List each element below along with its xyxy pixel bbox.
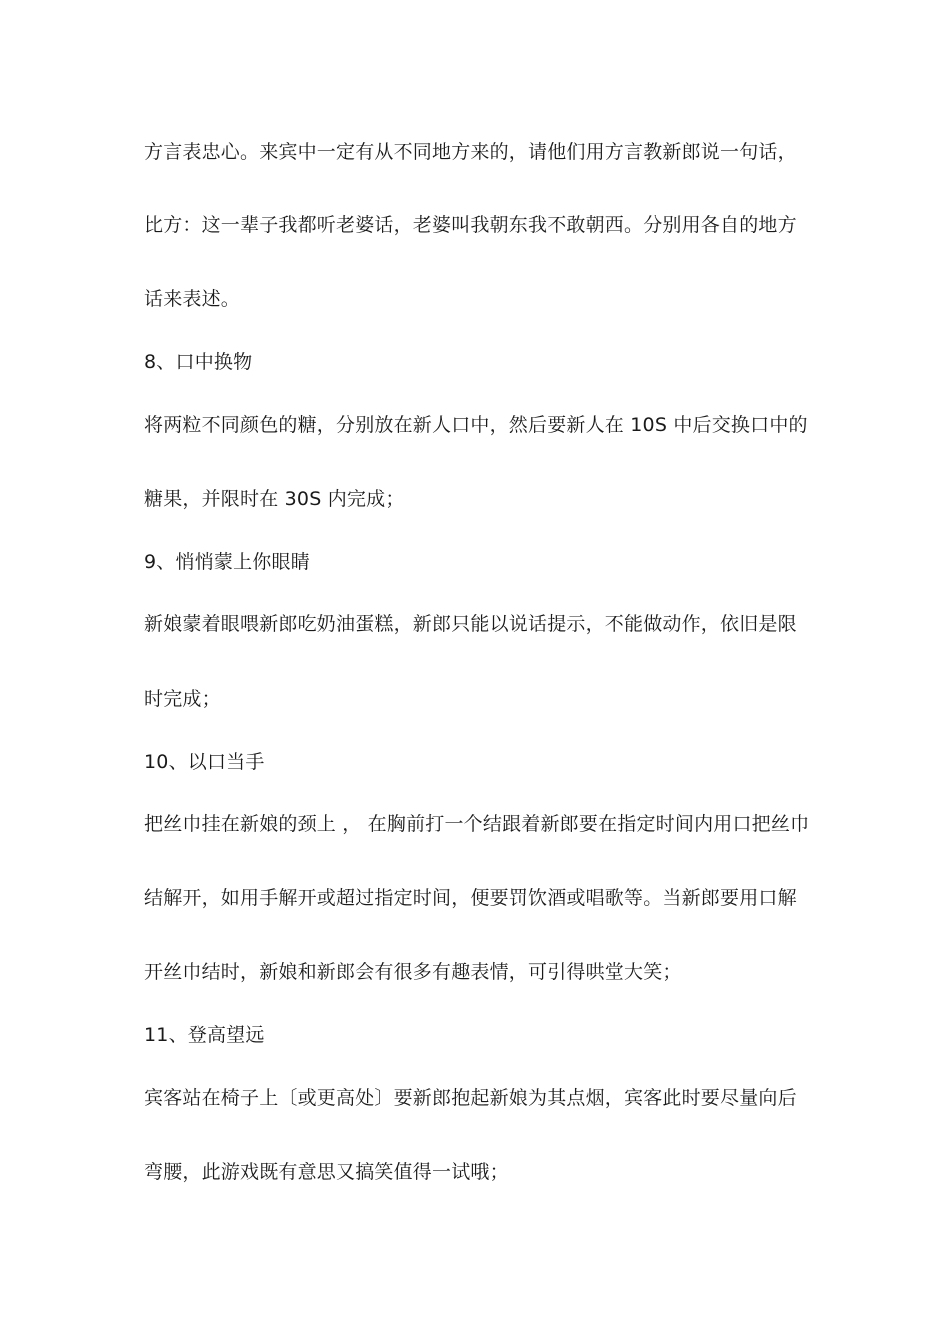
- paragraph-line: 方言表忠心。来宾中一定有从不同地方来的，请他们用方言教新郎说一句话，: [144, 141, 797, 163]
- section-heading: 11、登高望远: [144, 1024, 265, 1046]
- paragraph-line: 宾客站在椅子上〔或更高处〕要新郎抱起新娘为其点烟，宾客此时要尽量向后: [144, 1087, 797, 1109]
- paragraph-line: 话来表述。: [144, 288, 241, 310]
- paragraph-line: 结解开，如用手解开或超过指定时间，便要罚饮酒或唱歌等。当新郎要用口解: [144, 887, 797, 909]
- paragraph-line: 将两粒不同颜色的糖，分别放在新人口中，然后要新人在 10S 中后交换口中的: [144, 414, 808, 436]
- paragraph-line: 弯腰，此游戏既有意思又搞笑值得一试哦；: [144, 1161, 509, 1183]
- paragraph-line: 把丝巾挂在新娘的颈上 ， 在胸前打一个结跟着新郎要在指定时间内用口把丝巾: [144, 813, 810, 835]
- paragraph-line: 开丝巾结时，新娘和新郎会有很多有趣表情，可引得哄堂大笑；: [144, 961, 682, 983]
- section-heading: 9、悄悄蒙上你眼睛: [144, 551, 310, 573]
- paragraph-line: 时完成；: [144, 688, 221, 710]
- section-heading: 8、口中换物: [144, 351, 253, 373]
- paragraph-line: 新娘蒙着眼喂新郎吃奶油蛋糕，新郎只能以说话提示，不能做动作，依旧是限: [144, 613, 797, 635]
- section-heading: 10、以口当手: [144, 751, 265, 773]
- paragraph-line: 糖果，并限时在 30S 内完成；: [144, 488, 405, 510]
- paragraph-line: 比方：这一辈子我都听老婆话，老婆叫我朝东我不敢朝西。分别用各自的地方: [144, 214, 797, 236]
